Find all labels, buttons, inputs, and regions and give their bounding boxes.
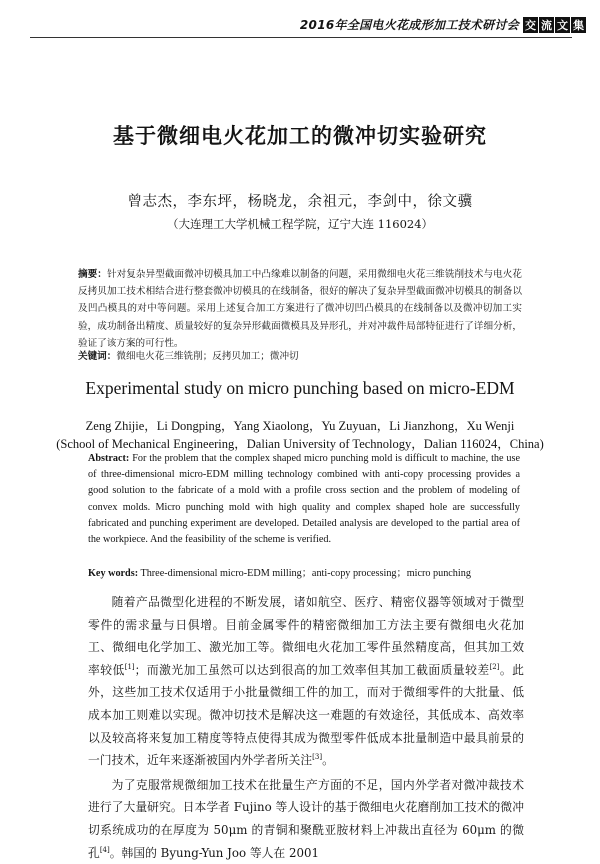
abstract-en-text: For the problem that the complex shaped micro punching mold is difficult to machine, the use of three-dimensional micro-EDM milling technology combined with anti-copy processing provides a good solution to the fabricate of a mold with a profile cross section and the problem of modeling of convex molds. Micro punching mold with high quality and complex shaped hole are successfully fabricated and punching experiment are developed. Detailed analysis are developed to the partial area of the workpiece. And the feasibility of the scheme is verified.: [88, 453, 520, 546]
keywords-en-label: Key words:: [88, 568, 139, 579]
section-tag: 集: [573, 18, 584, 32]
citation: [4]: [99, 845, 110, 854]
body-text: [88, 591, 524, 864]
abstract-en: [88, 451, 520, 548]
running-header: [300, 16, 586, 33]
body-text-run: 。此外，这些加工技术仅适用于小批量微细工件的加工，而对于微细零件的大批量、低成本加工则难以实现。微冲切技术是解决这一难题的有效途径，其低成本、高效率以及较高将来复加工精度等特点使得其成为微型零件低成本批量制造中最具前景的一门技术，近年来逐渐被国内外学者所关注: [88, 662, 524, 768]
citation: [2]: [489, 662, 500, 671]
affiliation-en: (School of Mechanical Engineering，Dalian University of Technology，Dalian 116024，China): [56, 437, 544, 451]
keywords-en-text: Three-dimensional micro-EDM milling；anti-copy processing；micro punching: [140, 568, 471, 579]
body-text-run: 。: [322, 753, 334, 768]
body-text-run: ；而激光加工虽然可以达到很高的加工效率但其加工截面质量较差: [134, 662, 490, 677]
body-text-run: 。韩国的 Byung-Yun Joo 等人在 2001: [109, 845, 319, 860]
body-text-run: 随着产品微型化进程的不断发展，诸如航空、医疗、精密仪器等领域对于微型零件的需求量与日俱增。目前金属零件的精密微细加工方法主要有微细电火花加工、微细电化学加工、激光加工等。微细电火花加工零件虽然精度高，但其加工效率较低: [88, 595, 524, 677]
body-paragraph-1: [88, 591, 524, 772]
section-tag: 交: [525, 18, 536, 32]
section-tag: 文: [557, 18, 568, 32]
affiliation-cn: （大连理工大学机械工程学院，辽宁大连 116024）: [166, 217, 434, 231]
paper-title-en: Experimental study on micro punching based on micro-EDM: [85, 378, 515, 398]
citation: [1]: [124, 662, 135, 671]
abstract-cn-label: 摘要：: [78, 269, 107, 280]
body-paragraph-2: [88, 774, 524, 864]
abstract-cn-text: 针对复杂异型截面微冲切模具加工中凸缘难以制备的问题，采用微细电火花三维铣削技术与电火花反拷贝加工技术相结合进行整套微冲切模具的在线制备，很好的解决了复杂异型截面微冲切模具的制备以及凹凸模具的对中等问题。采用上述复合加工方案进行了微冲切凹凸模具的在线制备以及微冲切加工实验，成功制备出精度、质量较好的复杂异形截面微模具及异形孔，并对冲裁件局部特征进行了详细分析，验证了该方案的可行性。: [78, 269, 523, 349]
keywords-cn: [78, 348, 522, 362]
authors-cn: 曾志杰，李东坪，杨晓龙，余祖元，李剑中，徐文骥: [127, 194, 473, 210]
conference-name: 2016年全国电火花成形加工技术研讨会: [299, 18, 519, 32]
paper-title-cn: 基于微细电火花加工的微冲切实验研究: [113, 124, 487, 148]
keywords-en: [88, 564, 520, 579]
keywords-cn-text: 微细电火花三维铣削；反拷贝加工；微冲切: [116, 351, 299, 362]
header-divider: [30, 37, 572, 38]
keywords-cn-label: 关键词：: [78, 351, 117, 362]
authors-en: Zeng Zhijie，Li Dongping，Yang Xiaolong，Yu Zuyuan，Li Jianzhong，Xu Wenji: [85, 419, 515, 433]
abstract-cn: [78, 266, 522, 352]
abstract-en-label: Abstract:: [88, 453, 130, 464]
section-tag: 流: [541, 18, 552, 32]
section-tags: [522, 17, 586, 33]
body-text-run: 为了克服常规微细加工技术在批量生产方面的不足，国内外学者对微冲裁技术进行了大量研究。日本学者 Fujino 等人设计的基于微细电火花磨削加工技术的微冲切系统成功的在厚度为 50μm 的青铜和聚酰亚胺材料上冲裁出直径为 60μm 的微孔: [88, 777, 524, 860]
citation: [3]: [312, 753, 323, 762]
